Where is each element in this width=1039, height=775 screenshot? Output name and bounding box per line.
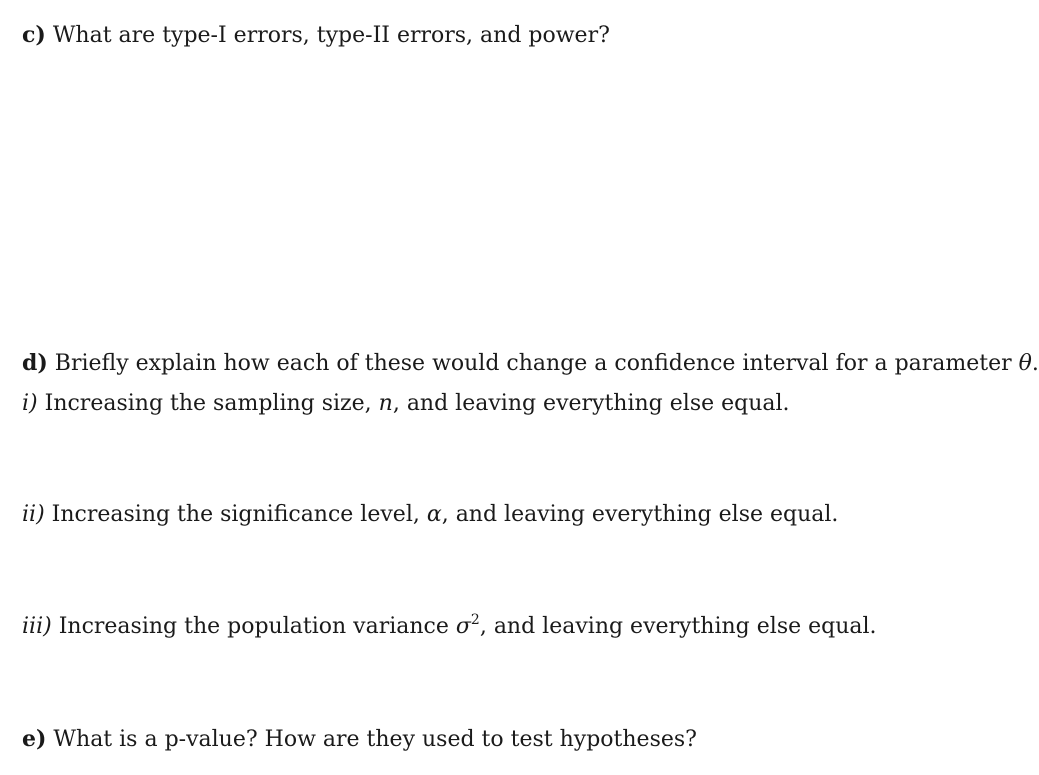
question-d-part-iii: [22, 613, 877, 641]
theta-symbol: θ: [1018, 351, 1032, 376]
question-d-label: d): [22, 350, 48, 376]
question-e: [22, 725, 697, 754]
question-d: [22, 349, 1039, 378]
question-d-part-ii: [22, 501, 838, 529]
alpha-symbol: α: [426, 502, 442, 527]
question-c-label: c): [22, 22, 46, 48]
question-c: [22, 21, 610, 50]
question-e-text: What is a p-value? How are they used to test hypotheses?: [53, 727, 697, 752]
question-e-label: e): [22, 726, 47, 752]
question-d-text: Briefly explain how each of these would change a confidence interval for a parameter: [54, 351, 1019, 376]
sigma-symbol: σ: [455, 614, 471, 639]
part-i-text: Increasing the sampling size,: [44, 391, 379, 416]
part-ii-text: Increasing the significance level,: [51, 502, 427, 527]
n-symbol: n: [378, 391, 393, 416]
question-d-text-end: .: [1031, 351, 1039, 376]
part-i-text-end: , and leaving everything else equal.: [392, 391, 790, 416]
sigma-exponent: 2: [470, 612, 480, 628]
part-iii-text-end: , and leaving everything else equal.: [479, 614, 877, 639]
question-c-text: What are type-I errors, type-II errors, and power?: [52, 23, 610, 48]
part-iii-label: iii): [22, 614, 52, 639]
question-d-part-i: [22, 390, 790, 418]
part-iii-text: Increasing the population variance: [58, 614, 456, 639]
part-ii-label: ii): [22, 502, 45, 527]
part-i-label: i): [22, 391, 38, 416]
part-ii-text-end: , and leaving everything else equal.: [441, 502, 839, 527]
